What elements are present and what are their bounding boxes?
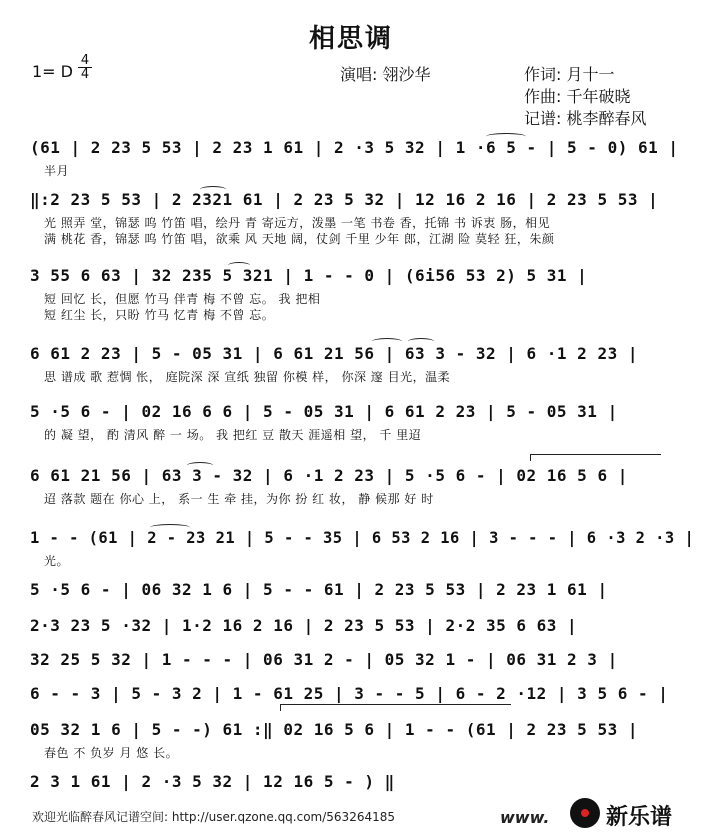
footer-text: 欢迎光临醉春风记谱空间: http://user.qzone.qq.com/563264185 <box>32 810 396 824</box>
notation-line: (61 | 2 23 5 53 | 2 23 1 61 | 2 ·3 5 32 | 1 ·6 5 - | 5 - 0) 61 | <box>30 138 679 157</box>
tie-arc <box>486 133 526 140</box>
lyric-line-verse-1: 短 回忆 长，但愿 竹马 伴青 梅 不曾 忘。 我 把相 <box>44 292 321 306</box>
lyric-line-verse-2: 短 红尘 长，只盼 竹马 忆青 梅 不曾 忘。 <box>44 308 275 322</box>
notation-line: 5 ·5 6 - | 06 32 1 6 | 5 - - 61 | 2 23 5 53 | 2 23 1 61 | <box>30 580 608 599</box>
lyric-line-verse-1: 春色 不 负岁 月 悠 长。 <box>44 746 179 760</box>
notation-line: 3 55 6 63 | 32 235 5 321 | 1 - - 0 | (6i56 53 2) 5 31 | <box>30 266 588 285</box>
notation-line: 1 - - (61 | 2 - 23 21 | 5 - - 35 | 6 53 2 16 | 3 - - - | 6 ·3 2 ·3 | <box>30 528 695 547</box>
notation-line: 5 ·5 6 - | 02 16 6 6 | 5 - 05 31 | 6 61 2 23 | 5 - 05 31 | <box>30 402 618 421</box>
tie-arc <box>200 186 226 193</box>
volta-bracket <box>280 704 511 711</box>
notation-line: 05 32 1 6 | 5 - -) 61 :‖ 02 16 5 6 | 1 - - (61 | 2 23 5 53 | <box>30 720 638 739</box>
tie-arc <box>372 338 402 345</box>
time-signature <box>78 54 92 81</box>
notation-line: 2·3 23 5 ·32 | 1·2 16 2 16 | 2 23 5 53 | 2·2 35 6 63 | <box>30 616 578 635</box>
notation-line: 32 25 5 32 | 1 - - - | 06 31 2 - | 05 32 1 - | 06 31 2 3 | <box>30 650 618 669</box>
composer-credit: 作曲: 千年破晓 <box>524 87 631 106</box>
time-sig-top: 4 <box>80 53 90 68</box>
key-signature: 1= D <box>32 62 73 81</box>
lyric-line-verse-1: 光。 <box>44 554 70 568</box>
tie-arc <box>150 524 190 531</box>
lyric-line-verse-1: 思 谱成 歌 惹惆 怅， 庭院深 深 宣纸 独留 你模 样， 你深 邃 目光，温柔 <box>44 370 451 384</box>
record-logo-icon <box>570 798 600 828</box>
lyric-line-verse-2: 满 桃花 香，锦瑟 呜 竹笛 唱，欲乘 风 天地 阔，仗剑 千里 少年 郎，江湖 险 莫轻 狂，朱颜 <box>44 232 555 246</box>
tie-arc <box>187 462 213 469</box>
notation-line: ‖:2 23 5 53 | 2 2321 61 | 2 23 5 32 | 12 16 2 16 | 2 23 5 53 | <box>30 190 659 209</box>
lyric-line-verse-1: 半月 <box>44 164 70 178</box>
tie-arc <box>408 338 434 345</box>
notation-line: 6 - - 3 | 5 - 3 2 | 1 - 61 25 | 3 - - 5 | 6 - 2 ·12 | 3 5 6 - | <box>30 684 669 703</box>
watermark-www: www. <box>500 808 550 827</box>
volta-bracket <box>530 454 661 461</box>
watermark-brand: 新乐谱 <box>606 805 673 830</box>
notation-line: 2 3 1 61 | 2 ·3 5 32 | 12 16 5 - ) ‖ <box>30 772 395 791</box>
transcriber-credit: 记谱: 桃李醉春风 <box>524 109 647 128</box>
notation-line: 6 61 2 23 | 5 - 05 31 | 6 61 21 56 | 63 3 - 32 | 6 ·1 2 23 | <box>30 344 638 363</box>
song-title: 相思调 <box>308 24 393 54</box>
lyric-line-verse-1: 光 照弄 堂，锦瑟 呜 竹笛 唱，绘丹 青 寄远方，泼墨 一笔 书卷 香，托锦 书 诉衷 肠，相见 <box>44 216 551 230</box>
lyric-line-verse-1: 迢 落款 题在 你心 上， 系一 生 牵 挂，为你 扮 红 妆， 静 候那 好 时 <box>44 492 434 506</box>
lyric-line-verse-1: 的 凝 望， 酌 清风 醉 一 场。 我 把红 豆 散天 涯遥相 望， 千 里迢 <box>44 428 422 442</box>
time-sig-bottom: 4 <box>78 67 92 81</box>
tie-arc <box>228 262 250 269</box>
notation-line: 6 61 21 56 | 63 3 - 32 | 6 ·1 2 23 | 5 ·5 6 - | 02 16 5 6 | <box>30 466 628 485</box>
lyricist-credit: 作词: 月十一 <box>524 65 615 84</box>
singer-credit: 演唱: 翎沙华 <box>340 65 431 84</box>
